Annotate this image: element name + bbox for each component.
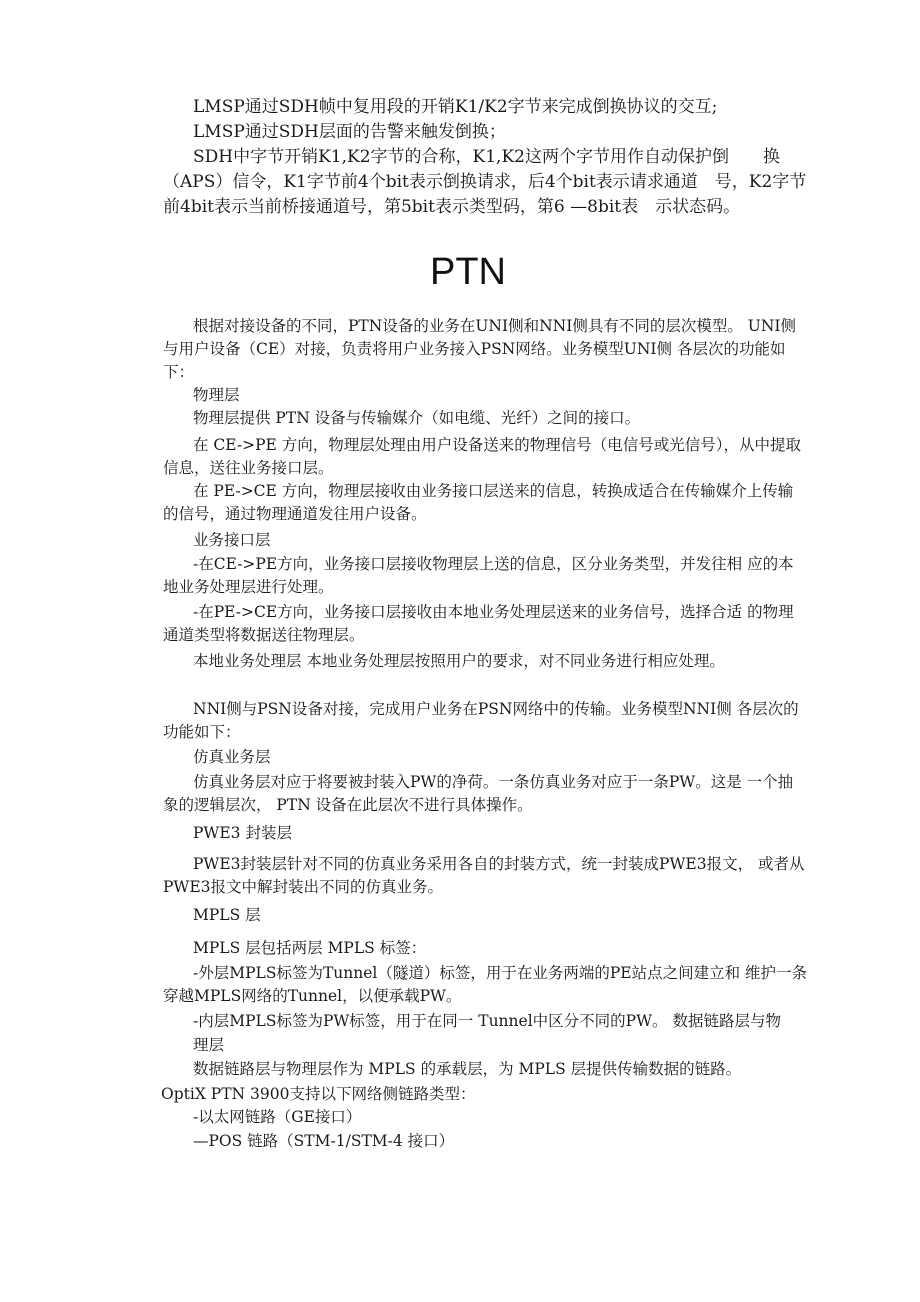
pos-link-item: —POS 链路（STM-1/STM-4 接口） — [193, 1132, 455, 1150]
emulation-layer-desc: 仿真业务层对应于将要被封装入PW的净荷。一条仿真业务对应于一条PW。这是 一个抽象的逻辑层次， PTN 设备在此层次不进行具体操作。 — [163, 773, 794, 814]
lmsp-alarm-line: LMSP通过SDH层面的告警来触发倒换； — [193, 122, 506, 142]
optix-support-line: OptiX PTN 3900支持以下网络侧链路类型： — [161, 1085, 476, 1103]
datalink-layer-paragraph: 数据链路层与物理层作为 MPLS 的承载层，为 MPLS 层提供传输数据的链路。 — [193, 1060, 742, 1078]
ce-to-pe-paragraph: 在 CE->PE 方向，物理层处理由用户设备送来的物理信号（电信号或光信号），从中提取信息，送往业务接口层。 — [163, 436, 802, 477]
physical-layer-desc: 物理层提供 PTN 设备与传输媒介（如电缆、光纤）之间的接口。 — [193, 409, 641, 427]
service-interface-pe-ce: -在PE->CE方向，业务接口层接收由本地业务处理层送来的业务信号，选择合适 的物理通道类型将数据送往物理层。 — [163, 603, 794, 644]
page-title: PTN — [430, 251, 506, 293]
mpls-layer-heading: MPLS 层 — [193, 906, 261, 924]
ethernet-link-item: -以太网链路（GE接口） — [193, 1108, 362, 1126]
mpls-outer-label-paragraph: -外层MPLS标签为Tunnel（隧道）标签，用于在业务两端的PE站点之间建立和 维护一条穿越MPLS网络的Tunnel，以便承载PW。 — [163, 964, 808, 1005]
k1-k2-byte-paragraph: SDH中字节开销K1,K2字节的合称，K1,K2这两个字节用作自动保护倒 换（APS）信令，K1字节前4个bit表示倒换请求，后4个bit表示请求通道 号，K2字节前4bit表示当前桥接通道号，第5bit表示类型码，第6 —8bit表 示状态码。 — [163, 147, 807, 217]
lmsp-kbyte-line: LMSP通过SDH帧中复用段的开销K1/K2字节来完成倒换协议的交互; — [193, 97, 718, 117]
mpls-inner-label-line-cont: 理层 — [193, 1036, 225, 1054]
nni-intro-paragraph: NNI侧与PSN设备对接，完成用户业务在PSN网络中的传输。业务模型NNI侧 各层次的功能如下： — [163, 700, 799, 741]
pwe3-layer-heading: PWE3 封装层 — [193, 824, 292, 842]
service-interface-ce-pe: -在CE->PE方向，业务接口层接收物理层上送的信息，区分业务类型，并发往相 应的本地业务处理层进行处理。 — [163, 555, 794, 596]
pe-to-ce-paragraph: 在 PE->CE 方向，物理层接收由业务接口层送来的信息，转换成适合在传输媒介上传输的信号，通过物理通道发往用户设备。 — [163, 482, 794, 523]
pwe3-layer-desc: PWE3封装层针对不同的仿真业务采用各自的封装方式，统一封装成PWE3报文， 或者从PWE3报文中解封装出不同的仿真业务。 — [163, 855, 805, 896]
mpls-layer-desc: MPLS 层包括两层 MPLS 标签： — [193, 939, 427, 957]
uni-intro-paragraph: 根据对接设备的不同，PTN设备的业务在UNI侧和NNI侧具有不同的层次模型。 UNI侧与用户设备（CE）对接，负责将用户业务接入PSN网络。业务模型UNI侧 各层次的功能如下： — [163, 317, 797, 381]
service-interface-heading: 业务接口层 — [193, 531, 271, 549]
emulation-layer-heading: 仿真业务层 — [193, 748, 271, 766]
mpls-inner-label-line: -内层MPLS标签为PW标签，用于在同一 Tunnel中区分不同的PW。 数据链路层与物 — [193, 1012, 781, 1030]
physical-layer-heading: 物理层 — [193, 386, 240, 404]
local-processing-paragraph: 本地业务处理层 本地业务处理层按照用户的要求，对不同业务进行相应处理。 — [193, 652, 725, 670]
